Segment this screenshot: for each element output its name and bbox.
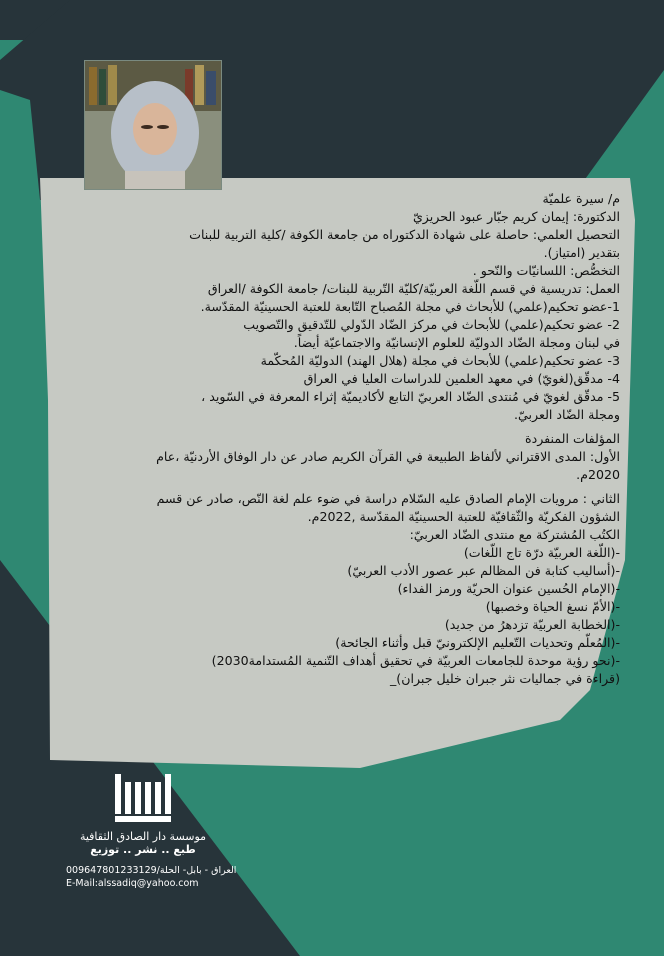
shared-book: -(المُعلّم وتحديات التّعليم الإلكترونيّ قبل وأثناء الجائحة): [335, 635, 620, 650]
publisher-contact: [66, 864, 256, 890]
shared-book: -(الخطابة العربيّة تزدهرُ من جديد): [444, 617, 620, 632]
bio-heading: م/ سيرة علميّة: [542, 191, 620, 206]
work-first-line-1: الأول: المدى الاقتراني لألفاظ الطبيعة في القرآن الكريم صادر عن دار الوفاق الأردنيّة ،عام: [156, 449, 620, 464]
shared-book: -(الأمّ نسغ الحياة وخصبها): [485, 599, 620, 614]
author-bio: [60, 190, 620, 688]
publisher-name: موسسة دار الصادق الثقافية: [79, 830, 207, 843]
work: العمل: تدريسية في قسم اللّغة العربيّة/كليّة التّربية للبنات/ جامعة الكوفة /العراق: [207, 281, 620, 296]
work-first-line-2: 2020م.: [576, 467, 620, 482]
specialty: التخصُّص: اللسانيّات والنّحو .: [472, 263, 620, 278]
author-photo: [84, 60, 222, 190]
bio-item: 2- عضو تحكيم(علمي) للأبحاث في مركز الضّاد الدّولي للتّدقيق والتّصويب: [243, 317, 620, 332]
shared-heading: الكتُب المُشتركة مع منتدى الضّاد العربيّ:: [409, 527, 620, 542]
shared-book: -(الإمام الحُسين عنوان الحريّة ورمز الفداء): [397, 581, 620, 596]
shared-book: (قراءة في جماليات نثر جبران خليل جبران)_: [390, 671, 620, 686]
work-second-line-2: الشؤون الفكريّة والثّقافيّة للعتبة الحسينيّة المقدّسة ,2022م.: [307, 509, 620, 524]
author-name: الدكتورة: إيمان كريم جبّار عبود الحريزيّ: [412, 209, 620, 224]
publisher-logo: [58, 772, 228, 856]
publisher-address: العراق - بابل- الحلة/009647801233129: [66, 865, 237, 876]
shared-book: -(أساليب كتابة فن المظالم عبر عصور الأدب العربيّ): [347, 563, 620, 578]
publisher-tagline: طبع .. نشر .. توزيع: [90, 843, 196, 856]
bio-item: 1-عضو تحكيم(علمي) للأبحاث في مجلة المُصباح التّابعة للعتبة الحسينيّة المقدّسة.: [200, 299, 620, 314]
work-second-line-1: الثاني : مرويات الإمام الصادق عليه السّلام دراسة في ضوء علم لغة النّص، صادر عن قسم: [156, 491, 620, 506]
degree-line-1: التحصيل العلمي: حاصلة على شهادة الدكتوراه من جامعة الكوفة /كلية التربية للبنات: [189, 227, 620, 242]
works-heading: المؤلفات المنفردة: [525, 431, 620, 446]
bio-item: 5- مدقّق لغويّ في مُنتدى الضّاد العربيّ التابع لأكاديميّة إثراء المعرفة في السّويد ،: [201, 389, 620, 404]
bio-item: 3- عضو تحكيم(علمي) للأبحاث في مجلة (هلال الهند) الدوليّة المُحكّمة: [260, 353, 620, 368]
degree-line-2: بتقدير (امتياز).: [543, 245, 620, 260]
bio-item: 4- مدقّق(لغويّ) في معهد العلمين للدراسات العليا في العراق: [303, 371, 620, 386]
library-icon: [113, 772, 173, 824]
bio-item: في لبنان ومجلة الضّاد الدوليّة للعلوم الإنسانيّة والاجتماعيّة أيضاً.: [293, 335, 620, 350]
shared-book: -(نحو رؤية موحدة للجامعات العربيّة في تحقيق أهداف التّنمية المُستدامة2030): [211, 653, 620, 668]
bio-item: ومجلة الضّاد العربيّ.: [514, 407, 620, 422]
publisher-email: E-Mail:alssadiq@yahoo.com: [66, 878, 199, 889]
shared-book: -(اللّغة العربيّة درّة تاج اللّغات): [463, 545, 620, 560]
